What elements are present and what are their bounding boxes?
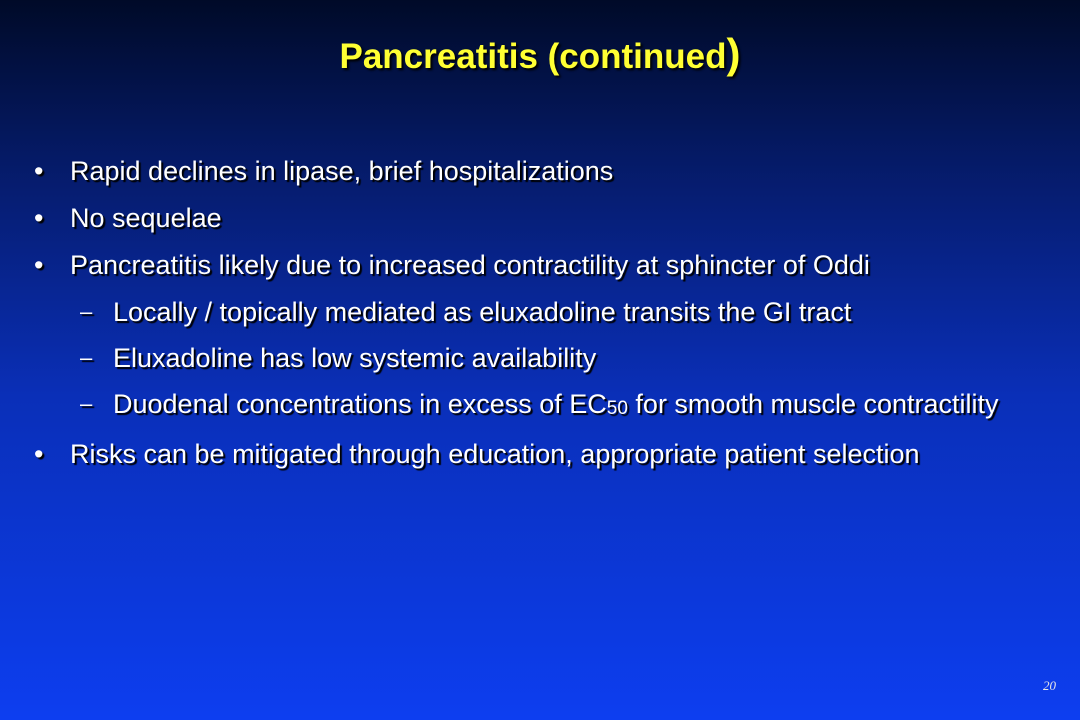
sub-bullet-item	[30, 294, 1040, 330]
sub-bullet-text	[113, 389, 999, 419]
sub-bullet-marker: –	[80, 299, 93, 324]
slide-title-text: Pancreatitis (continued	[339, 37, 727, 76]
bullet-marker: •	[34, 203, 44, 233]
slide-title-close-paren: )	[726, 30, 741, 77]
bullet-item	[30, 436, 1040, 472]
sub-bullet-marker: –	[80, 391, 93, 416]
sub-bullet-text-after: for smooth muscle contractility	[627, 389, 999, 419]
bullet-item	[30, 153, 1040, 189]
bullet-marker: •	[34, 250, 44, 280]
bullet-item	[30, 200, 1040, 236]
sub-bullet-item	[30, 386, 1040, 426]
bullet-text: Pancreatitis likely due to increased contractility at sphincter of Oddi	[70, 250, 870, 280]
bullet-text: No sequelae	[70, 203, 222, 233]
page-number: 20	[1043, 678, 1056, 693]
ec50-subscript: 50	[606, 398, 628, 419]
sub-bullet-text-before: Duodenal concentrations in excess of EC	[113, 389, 607, 419]
sub-bullet-text: Eluxadoline has low systemic availability	[113, 343, 597, 373]
sub-bullet-text: Locally / topically mediated as eluxadoline transits the GI tract	[113, 297, 852, 327]
sub-bullet-item	[30, 340, 1040, 376]
bullet-marker: •	[34, 439, 44, 469]
slide-title	[0, 30, 1080, 78]
bullet-list	[30, 153, 1040, 483]
bullet-text: Risks can be mitigated through education, appropriate patient selection	[70, 439, 920, 469]
bullet-item	[30, 247, 1040, 283]
bullet-marker: •	[34, 156, 44, 186]
bullet-text: Rapid declines in lipase, brief hospitalizations	[70, 156, 614, 186]
sub-bullet-marker: –	[80, 345, 93, 370]
